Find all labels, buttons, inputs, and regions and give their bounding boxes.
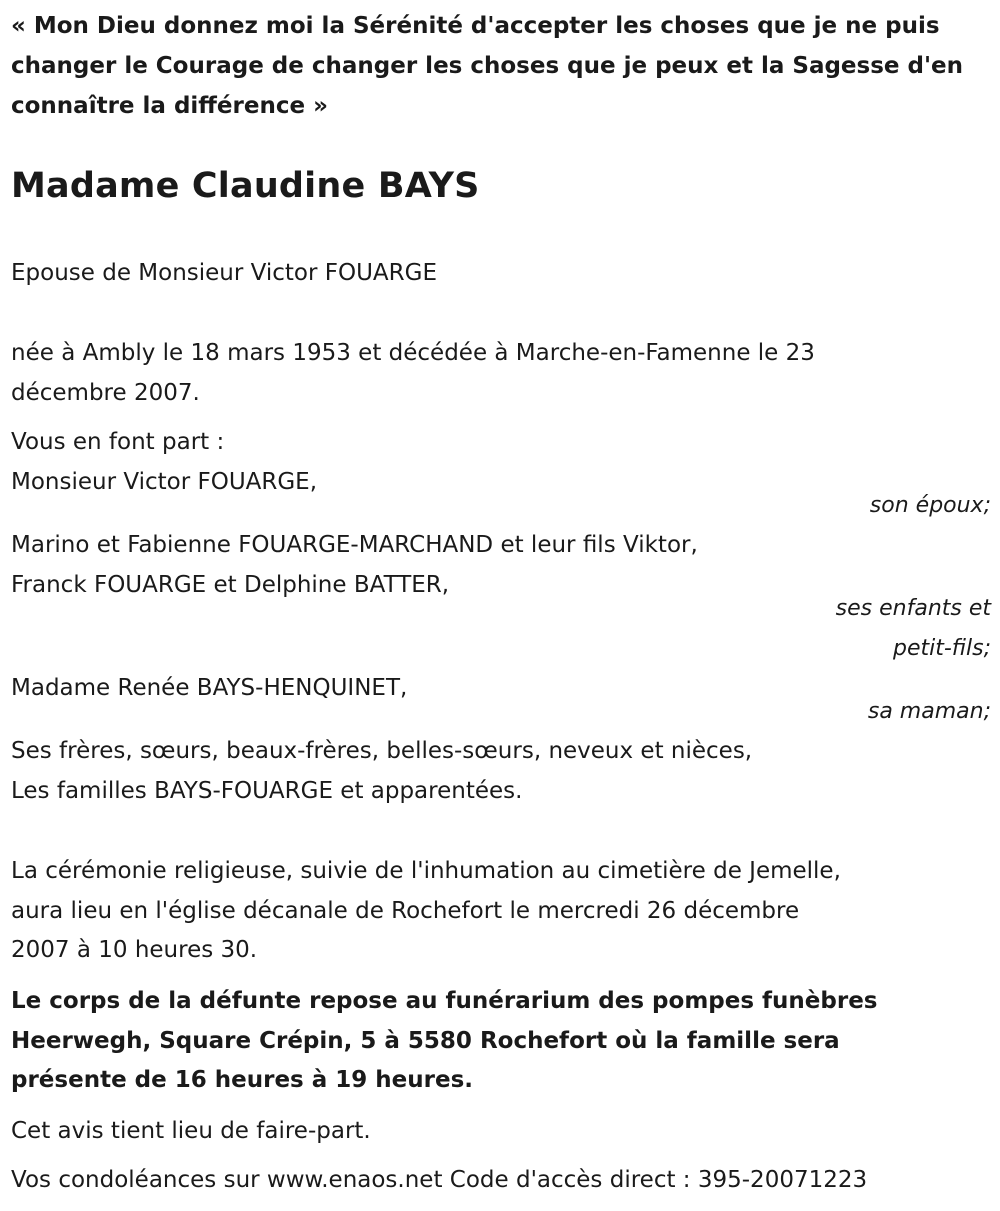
family-names-children: Marino et Fabienne FOUARGE-MARCHAND et leur fils Viktor, Franck FOUARGE et Delphine BATTER, <box>11 532 698 598</box>
condolences-line: Vos condoléances sur www.enaos.net Code d'accès direct : 395-20071223 <box>11 1167 868 1193</box>
notice-line: Cet avis tient lieu de faire-part. <box>11 1118 371 1144</box>
family-names-mother: Madame Renée BAYS-HENQUINET, <box>11 675 408 701</box>
extended-family: Ses frères, sœurs, beaux-frères, belles-sœurs, neveux et nièces, Les familles BAYS-FOUARGE et apparentées. <box>11 738 753 804</box>
deceased-name: Madame Claudine BAYS <box>11 166 480 206</box>
family-relation-children: ses enfants et petit-fils; <box>835 596 991 661</box>
opening-quote: « Mon Dieu donnez moi la Sérénité d'accepter les choses que je ne puis changer le Courage de changer les choses que je peux et la Sagesse d'en connaître la différence » <box>11 13 963 119</box>
family-relation-mother: sa maman; <box>867 699 991 724</box>
birth-death-line: née à Ambly le 18 mars 1953 et décédée à Marche-en-Famenne le 23 décembre 2007. <box>11 340 815 406</box>
spouse-line: Epouse de Monsieur Victor FOUARGE <box>11 260 438 286</box>
ceremony-details: La cérémonie religieuse, suivie de l'inhumation au cimetière de Jemelle, aura lieu en l'église décanale de Rochefort le mercredi 26 décembre 2007 à 10 heures 30. <box>11 858 841 963</box>
funerarium-details: Le corps de la défunte repose au funérarium des pompes funèbres Heerwegh, Square Crépin, 5 à 5580 Rochefort où la famille sera présente de 16 heures à 19 heures. <box>11 988 878 1093</box>
family-names-spouse: Monsieur Victor FOUARGE, <box>11 469 318 495</box>
announce-intro: Vous en font part : <box>11 429 225 455</box>
family-relation-spouse: son époux; <box>869 493 991 518</box>
